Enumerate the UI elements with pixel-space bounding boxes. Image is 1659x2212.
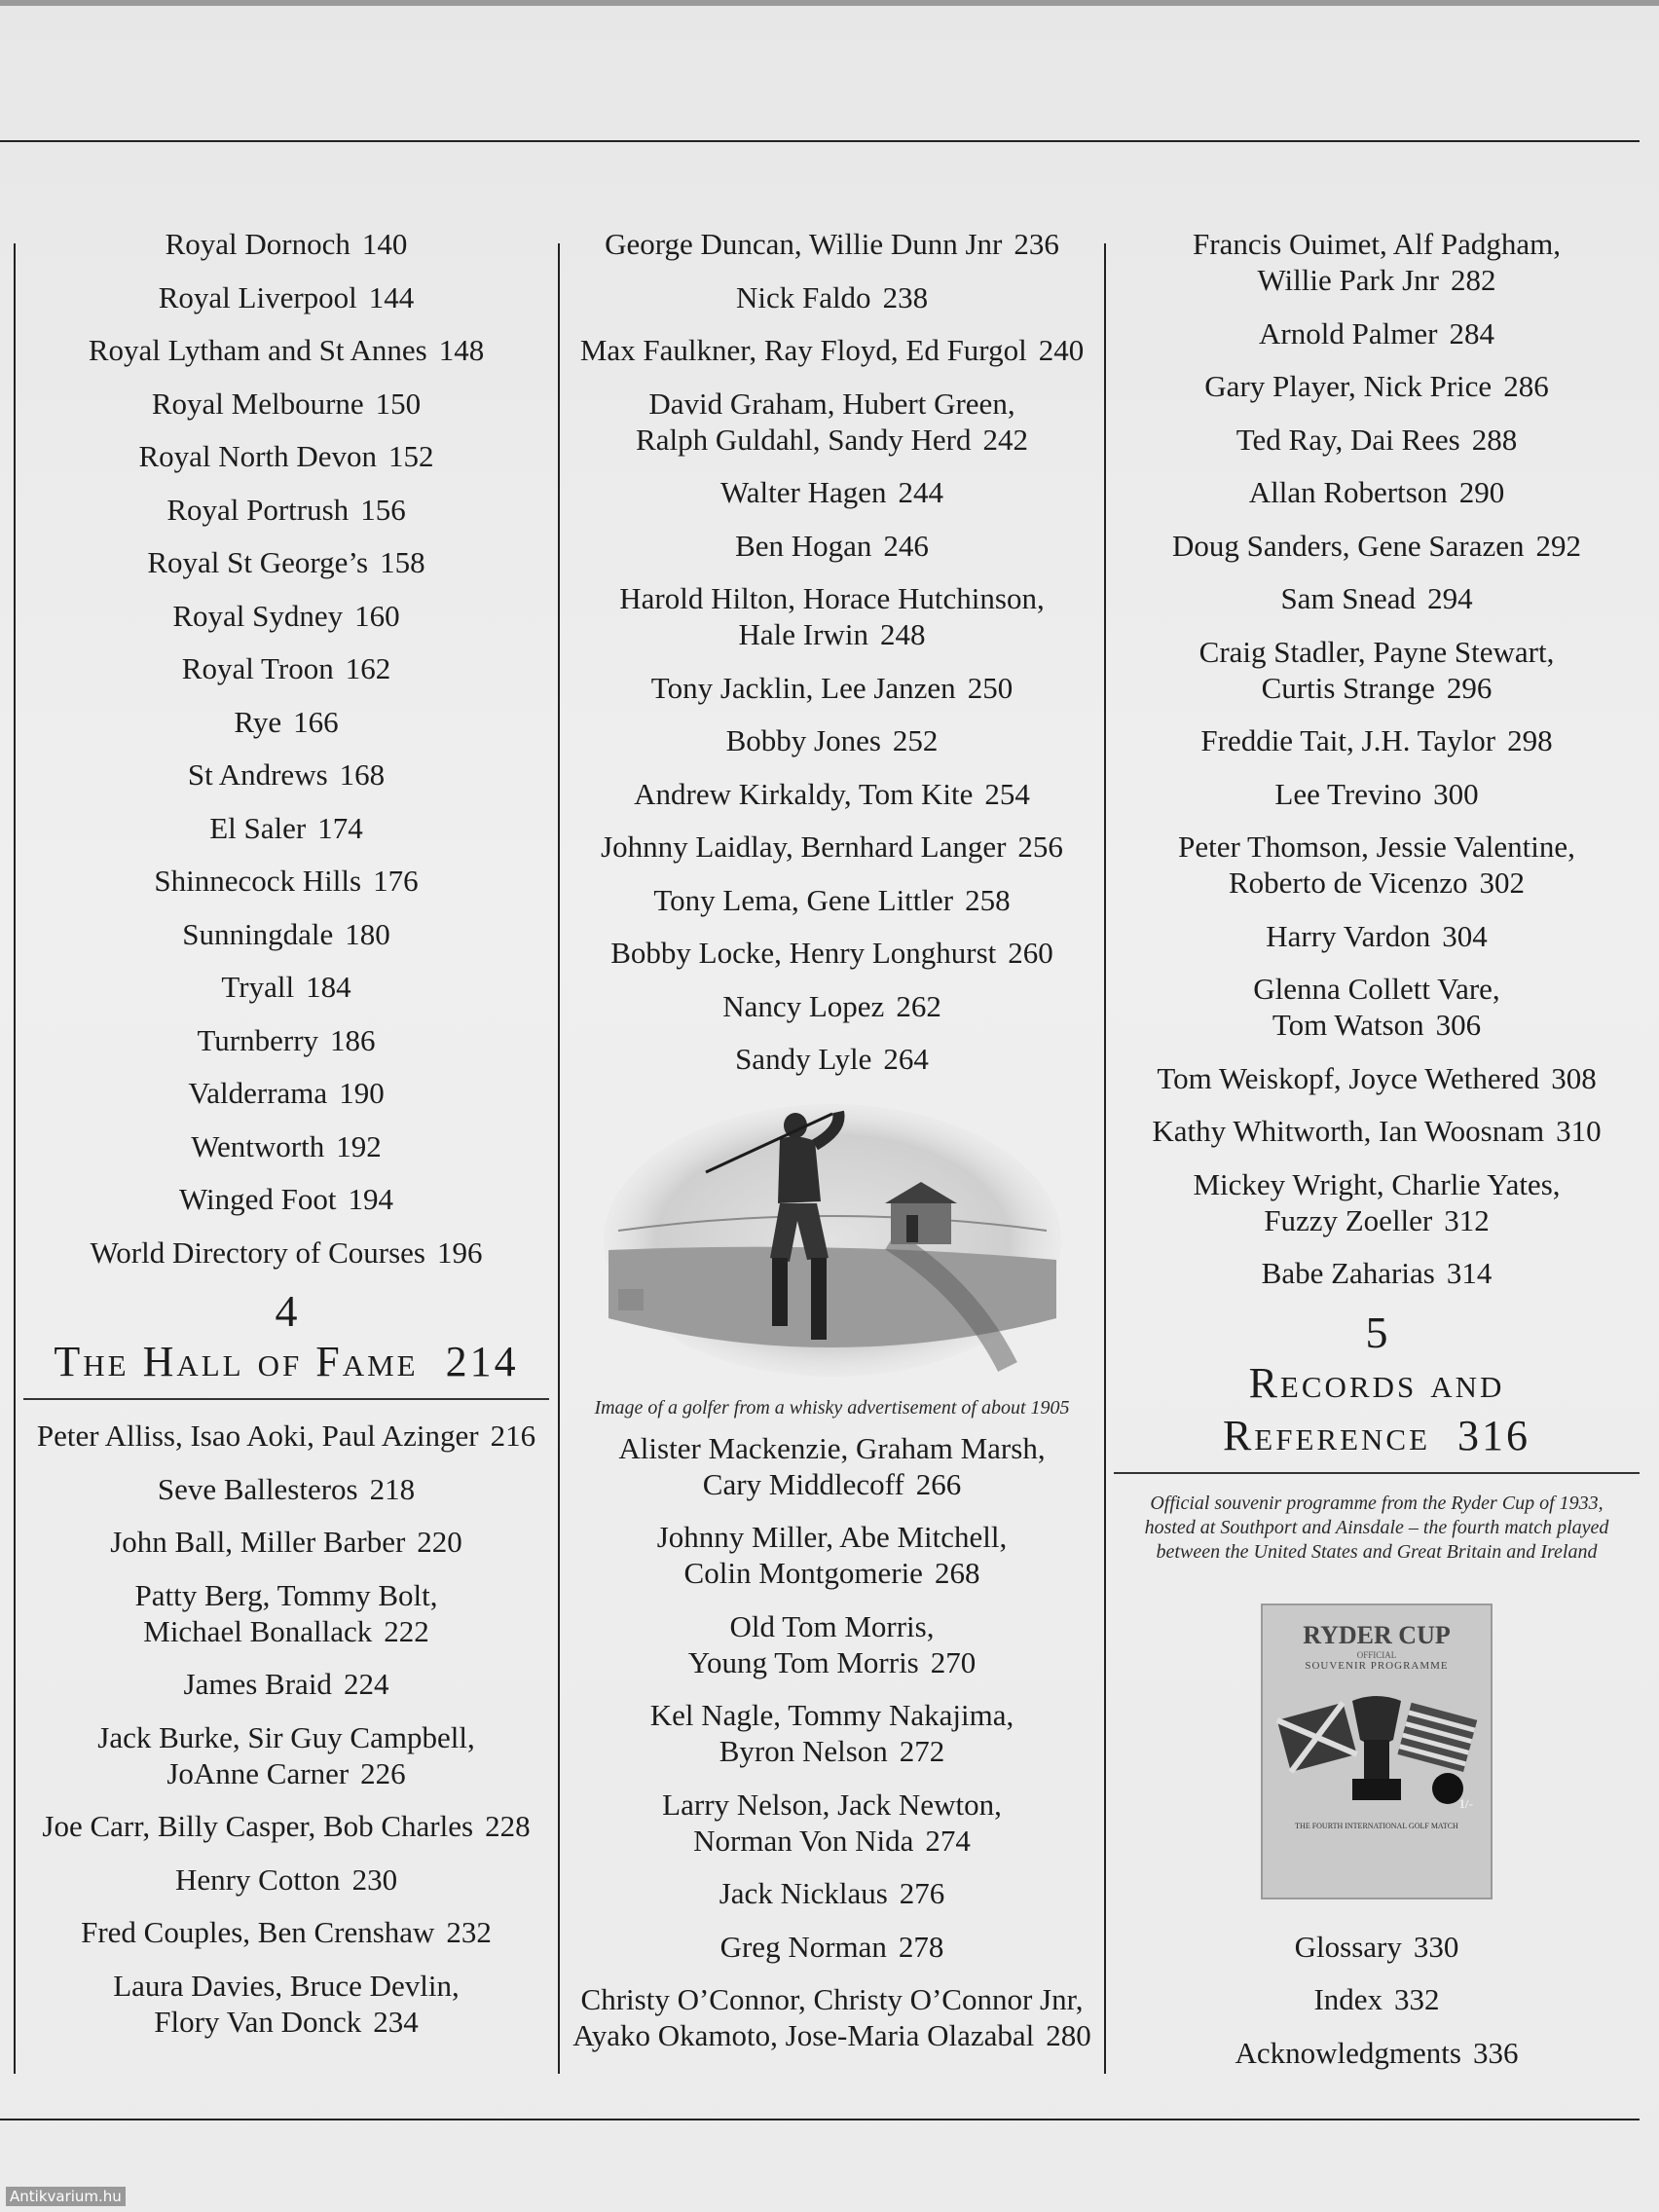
toc-entry-title: JoAnne Carner — [166, 1755, 350, 1790]
toc-entry-line1: Patty Berg, Tommy Bolt, — [134, 1577, 438, 1612]
toc-entry-line1: Christy O’Connor, Christy O’Connor Jnr, — [580, 1982, 1084, 2016]
toc-entry-title: Nick Faldo — [735, 279, 871, 314]
toc-entry-title: Jack Nicklaus — [719, 1876, 888, 1910]
toc-entry-page-number: 160 — [354, 598, 400, 633]
toc-entry-page-number: 220 — [417, 1525, 462, 1559]
toc-entry-page-number: 250 — [967, 670, 1014, 705]
toc-entry-title: Valderrama — [188, 1076, 328, 1110]
programme-subtitle: SOUVENIR PROGRAMME — [1305, 1659, 1449, 1672]
toc-entry[interactable] — [568, 1697, 1096, 1769]
programme-caption: Official souvenir programme from the Ryder Cup of 1933, hosted at Southport and Ainsdale – the fourth match played between the United States and Great Britain and Ireland — [1144, 1492, 1609, 1563]
toc-entry-page-number: 268 — [934, 1556, 980, 1590]
toc-entry[interactable] — [23, 386, 549, 422]
toc-entry-page-number: 226 — [360, 1755, 406, 1790]
toc-entry-title: Henry Cotton — [174, 1862, 341, 1897]
toc-entry[interactable] — [23, 332, 549, 368]
page-edge — [0, 0, 1659, 6]
toc-entry-page-number: 330 — [1413, 1929, 1459, 1964]
toc-entry-title: Bobby Jones — [725, 723, 881, 757]
toc-entry[interactable] — [1114, 422, 1640, 458]
toc-entry[interactable] — [568, 670, 1096, 706]
toc-entry-title: Young Tom Morris — [687, 1644, 919, 1679]
toc-entry-title: Fred Couples, Ben Crenshaw — [81, 1915, 435, 1949]
toc-entry[interactable] — [23, 916, 549, 952]
toc-entry[interactable] — [568, 528, 1096, 564]
toc-entry[interactable] — [1114, 971, 1640, 1043]
toc-entry[interactable] — [23, 598, 549, 634]
toc-entry-page-number: 238 — [882, 279, 929, 314]
toc-column-3 — [1114, 226, 1640, 2087]
programme-official: OFFICIAL — [1356, 1649, 1397, 1660]
toc-entry-page-number: 232 — [446, 1915, 492, 1949]
toc-entry-title: Willie Park Jnr — [1257, 263, 1439, 297]
toc-entry-page-number: 336 — [1472, 2035, 1519, 2070]
toc-entry-line1: Harold Hilton, Horace Hutchinson, — [619, 581, 1045, 615]
toc-entry-page-number: 294 — [1427, 581, 1473, 615]
toc-entry-page-number: 150 — [375, 386, 422, 421]
toc-entry-title: Freddie Tait, J.H. Taylor — [1200, 723, 1496, 757]
toc-entry-page-number: 304 — [1442, 918, 1488, 953]
toc-entry-page-number: 140 — [361, 227, 408, 261]
toc-entry[interactable] — [23, 1666, 549, 1702]
toc-entry-page-number: 176 — [373, 864, 419, 898]
section-title[interactable]: Records and Reference 316 — [1222, 1358, 1531, 1459]
toc-entry[interactable] — [1114, 829, 1640, 901]
toc-entry-title: Shinnecock Hills — [154, 864, 362, 898]
toc-entry-page-number: 194 — [348, 1182, 393, 1216]
toc-entry-title: Index — [1313, 1982, 1383, 2016]
toc-entry[interactable] — [1114, 226, 1640, 298]
toc-entry-line1: Johnny Miller, Abe Mitchell, — [656, 1520, 1008, 1554]
toc-entry-title: Lee Trevino — [1274, 776, 1422, 811]
top-rule — [0, 140, 1640, 142]
toc-entry-page-number: 248 — [879, 617, 926, 651]
toc-entry-page-number: 168 — [339, 757, 386, 792]
toc-entry[interactable] — [568, 988, 1096, 1024]
toc-entry[interactable] — [1114, 776, 1640, 812]
toc-entry-title: George Duncan, Willie Dunn Jnr — [605, 227, 1003, 261]
toc-entry[interactable] — [23, 1022, 549, 1058]
toc-entry[interactable] — [568, 1519, 1096, 1591]
toc-entry-title: Doug Sanders, Gene Sarazen — [1171, 528, 1525, 563]
toc-entry[interactable] — [568, 776, 1096, 812]
toc-entry-page-number: 156 — [360, 492, 406, 527]
ryder-cup-programme-image — [1261, 1604, 1493, 1899]
toc-entry-title: Sam Snead — [1280, 581, 1417, 615]
toc-entry-title: Royal St George’s — [147, 545, 369, 579]
toc-entry-title: Royal Dornoch — [165, 227, 350, 261]
programme-footer: THE FOURTH INTERNATIONAL GOLF MATCH — [1295, 1821, 1458, 1830]
toc-entry[interactable] — [23, 756, 549, 793]
toc-entry[interactable] — [568, 935, 1096, 971]
toc-entry[interactable] — [568, 279, 1096, 315]
toc-entry-page-number: 286 — [1503, 369, 1549, 403]
toc-entry-title: Glossary — [1294, 1929, 1402, 1964]
toc-entry[interactable] — [568, 829, 1096, 865]
toc-entry-title: Sunningdale — [182, 916, 334, 951]
toc-entry[interactable] — [568, 1430, 1096, 1502]
section-number: 5 — [1365, 1307, 1388, 1357]
toc-entry-title: Flory Van Donck — [154, 2004, 362, 2039]
toc-entry[interactable] — [23, 810, 549, 846]
column-divider-left — [14, 243, 16, 2074]
toc-entry-line1: Larry Nelson, Jack Newton, — [662, 1787, 1002, 1822]
toc-entry[interactable] — [568, 882, 1096, 918]
toc-entry-line1: Old Tom Morris, — [729, 1608, 935, 1643]
toc-entry-page-number: 190 — [339, 1076, 385, 1110]
toc-entry-title: El Saler — [209, 810, 307, 845]
toc-entry-page-number: 314 — [1446, 1256, 1493, 1290]
toc-entry-page-number: 264 — [883, 1042, 929, 1076]
toc-entry[interactable] — [568, 1608, 1096, 1680]
toc-entry-page-number: 290 — [1458, 475, 1505, 509]
toc-entry[interactable] — [1114, 580, 1640, 616]
toc-entry-line1: Jack Burke, Sir Guy Campbell, — [97, 1719, 475, 1754]
toc-entry-line1: Glenna Collett Vare, — [1253, 972, 1500, 1006]
toc-entry-title: Peter Alliss, Isao Aoki, Paul Azinger — [36, 1419, 479, 1453]
toc-entry[interactable] — [23, 1181, 549, 1217]
toc-entry[interactable] — [23, 438, 549, 474]
toc-entry-page-number: 234 — [373, 2004, 419, 2039]
toc-entry-title: Michael Bonallack — [143, 1613, 373, 1648]
section-title[interactable]: The Hall of Fame 214 — [54, 1338, 519, 1385]
toc-entry-page-number: 282 — [1450, 263, 1496, 297]
toc-column-1 — [23, 226, 549, 2056]
toc-entry-page-number: 296 — [1446, 670, 1493, 705]
toc-entry-page-number: 332 — [1394, 1982, 1440, 2016]
toc-entry[interactable] — [1114, 528, 1640, 564]
toc-entry-title: Royal Troon — [181, 651, 334, 685]
toc-entry[interactable] — [1114, 474, 1640, 510]
toc-entry-page-number: 260 — [1008, 936, 1053, 970]
toc-entry-page-number: 270 — [930, 1644, 977, 1679]
toc-entry-title: World Directory of Courses — [90, 1235, 425, 1270]
toc-entry-page-number: 230 — [351, 1862, 398, 1897]
toc-entry[interactable] — [1114, 1981, 1640, 2017]
toc-entry-page-number: 184 — [306, 970, 351, 1004]
toc-entry-page-number: 272 — [899, 1734, 945, 1768]
toc-entry-page-number: 152 — [388, 439, 434, 473]
toc-entry-title: Royal Portrush — [166, 492, 350, 527]
toc-entry-page-number: 284 — [1449, 315, 1494, 350]
column-divider-center-left — [558, 243, 560, 2074]
toc-entry-page-number: 218 — [369, 1471, 416, 1506]
toc-entry[interactable] — [23, 492, 549, 528]
toc-entry-page-number: 246 — [883, 528, 929, 563]
toc-entry[interactable] — [568, 1929, 1096, 1965]
toc-entry-title: Bobby Locke, Henry Longhurst — [610, 936, 997, 970]
toc-entry-title: Gary Player, Nick Price — [1204, 369, 1493, 403]
toc-entry-page-number: 222 — [384, 1613, 429, 1648]
toc-entry[interactable] — [23, 863, 549, 899]
toc-entry-title: Rye — [234, 704, 282, 739]
toc-entry-page-number: 174 — [317, 810, 363, 845]
toc-entry-page-number: 244 — [898, 475, 943, 509]
toc-entry-line1: Laura Davies, Bruce Devlin, — [113, 1968, 460, 2003]
toc-entry-title: Arnold Palmer — [1259, 315, 1438, 350]
section-rule — [23, 1398, 549, 1400]
toc-entry[interactable] — [1114, 722, 1640, 758]
toc-entry-line1: Francis Ouimet, Alf Padgham, — [1193, 227, 1561, 261]
toc-entry-title: Norman Von Nida — [693, 1823, 914, 1858]
toc-entry-title: Wentworth — [191, 1128, 325, 1163]
toc-entry-page-number: 242 — [982, 422, 1028, 457]
toc-entry-title: Ted Ray, Dai Rees — [1235, 422, 1460, 457]
toc-entry-title: Ralph Guldahl, Sandy Herd — [636, 422, 972, 457]
toc-entry-page-number: 224 — [343, 1667, 389, 1701]
section-rule — [1114, 1472, 1640, 1474]
toc-entry-title: Byron Nelson — [719, 1734, 888, 1768]
toc-entry[interactable] — [23, 969, 549, 1005]
toc-entry-page-number: 276 — [899, 1876, 945, 1910]
toc-entry-title: Max Faulkner, Ray Floyd, Ed Furgol — [579, 333, 1027, 367]
toc-entry-page-number: 288 — [1471, 422, 1518, 457]
toc-entry[interactable] — [23, 1719, 549, 1791]
toc-entry-title: Tom Weiskopf, Joyce Wethered — [1157, 1060, 1540, 1095]
toc-entry-page-number: 228 — [485, 1809, 531, 1843]
toc-entry[interactable] — [23, 1577, 549, 1649]
toc-entry[interactable] — [1114, 1255, 1640, 1291]
toc-entry[interactable] — [23, 650, 549, 686]
toc-entry-title: Ben Hogan — [735, 528, 872, 563]
toc-entry[interactable] — [1114, 1166, 1640, 1238]
toc-entry-title: Roberto de Vicenzo — [1229, 866, 1468, 900]
toc-entry-page-number: 252 — [892, 723, 939, 757]
toc-entry[interactable] — [1114, 315, 1640, 351]
toc-entry[interactable] — [568, 1787, 1096, 1859]
toc-entry[interactable] — [568, 332, 1096, 368]
toc-entry-page-number: 180 — [345, 916, 390, 951]
toc-entry-title: Winged Foot — [179, 1182, 337, 1216]
flags-and-trophy-icon — [1263, 1672, 1491, 1818]
toc-entry[interactable] — [568, 386, 1096, 458]
column-divider-center-right — [1104, 243, 1106, 2074]
bottom-rule — [0, 2119, 1640, 2120]
toc-entry-page-number: 258 — [965, 882, 1011, 917]
watermark: Antikvarium.hu — [6, 2187, 126, 2206]
toc-entry[interactable] — [23, 1471, 549, 1507]
toc-entry-page-number: 166 — [293, 704, 339, 739]
toc-entry-title: Royal North Devon — [138, 439, 378, 473]
toc-entry[interactable] — [23, 1968, 549, 2040]
toc-entry-title: Kathy Whitworth, Ian Woosnam — [1152, 1114, 1545, 1148]
toc-entry-title: Andrew Kirkaldy, Tom Kite — [634, 776, 974, 811]
toc-entry-line1: Kel Nagle, Tommy Nakajima, — [649, 1698, 1014, 1732]
toc-entry-title: Royal Melbourne — [151, 386, 364, 421]
toc-entry[interactable] — [1114, 368, 1640, 404]
toc-entry-page-number: 278 — [898, 1929, 944, 1964]
toc-entry[interactable] — [23, 544, 549, 580]
toc-entry-page-number: 162 — [345, 651, 391, 685]
golfer-illustration — [599, 1094, 1066, 1386]
toc-entry-page-number: 300 — [1433, 776, 1479, 811]
toc-entry-title: Curtis Strange — [1261, 670, 1435, 705]
toc-entry[interactable] — [568, 1875, 1096, 1911]
toc-entry-page-number: 308 — [1551, 1060, 1597, 1095]
toc-column-2 — [568, 226, 1096, 2071]
toc-entry[interactable] — [23, 1128, 549, 1164]
programme-title: RYDER CUP — [1303, 1620, 1451, 1649]
toc-entry-title: Fuzzy Zoeller — [1264, 1202, 1433, 1237]
programme-price: 1/- — [1458, 1795, 1473, 1811]
toc-entry[interactable] — [23, 1862, 549, 1898]
toc-entry-page-number: 280 — [1046, 2018, 1091, 2052]
toc-entry-page-number: 302 — [1479, 866, 1525, 900]
toc-entry-page-number: 236 — [1014, 227, 1059, 261]
toc-entry-page-number: 240 — [1038, 333, 1085, 367]
toc-entry-title: Tryall — [221, 970, 295, 1004]
toc-entry-title: Tony Lema, Gene Littler — [653, 882, 954, 917]
toc-entry[interactable] — [1114, 634, 1640, 706]
toc-entry-page-number: 266 — [915, 1466, 962, 1501]
toc-entry-title: Sandy Lyle — [735, 1042, 872, 1076]
toc-entry-title: Allan Robertson — [1248, 475, 1448, 509]
toc-entry-title: Cary Middlecoff — [702, 1466, 904, 1501]
toc-entry-title: Tony Jacklin, Lee Janzen — [650, 670, 956, 705]
toc-entry[interactable] — [568, 722, 1096, 758]
toc-entry-title: Royal Liverpool — [158, 279, 357, 314]
toc-entry[interactable] — [1114, 1113, 1640, 1149]
toc-entry-line1: David Graham, Hubert Green, — [648, 386, 1015, 421]
toc-entry-page-number: 310 — [1556, 1114, 1602, 1148]
toc-entry-page-number: 186 — [330, 1022, 376, 1057]
toc-entry-page-number: 148 — [438, 333, 485, 367]
toc-entry-page-number: 158 — [380, 545, 425, 579]
toc-entry[interactable] — [23, 704, 549, 740]
illustration-caption: Image of a golfer from a whisky advertisement of about 1905 — [594, 1396, 1070, 1419]
toc-entry[interactable] — [568, 580, 1096, 652]
toc-entry-page-number: 262 — [896, 988, 941, 1023]
toc-entry-page-number: 192 — [336, 1128, 382, 1163]
toc-entry-title: St Andrews — [187, 757, 328, 792]
toc-entry[interactable] — [23, 1914, 549, 1950]
toc-entry-title: Greg Norman — [719, 1929, 887, 1964]
toc-entry-title: Tom Watson — [1272, 1008, 1424, 1042]
toc-entry-title: Seve Ballesteros — [157, 1471, 358, 1506]
toc-entry[interactable] — [23, 1524, 549, 1560]
toc-entry-title: Royal Sydney — [172, 598, 344, 633]
toc-entry-title: Acknowledgments — [1235, 2035, 1461, 2070]
toc-entry-title: Joe Carr, Billy Casper, Bob Charles — [42, 1809, 474, 1843]
toc-entry-title: Nancy Lopez — [722, 988, 885, 1023]
toc-entry[interactable] — [568, 226, 1096, 262]
toc-entry-page-number: 254 — [984, 776, 1030, 811]
toc-entry-page-number: 306 — [1435, 1008, 1482, 1042]
toc-entry[interactable] — [23, 226, 549, 262]
toc-entry-page-number: 196 — [436, 1235, 483, 1270]
toc-entry-line1: Peter Thomson, Jessie Valentine, — [1178, 830, 1575, 864]
toc-entry[interactable] — [568, 1981, 1096, 2053]
toc-entry-title: Hale Irwin — [738, 617, 868, 651]
toc-entry-page-number: 312 — [1444, 1202, 1490, 1237]
toc-entry[interactable] — [23, 1418, 549, 1454]
toc-entry[interactable] — [1114, 1929, 1640, 1965]
toc-entry-page-number: 216 — [490, 1419, 536, 1453]
toc-entry-title: Walter Hagen — [720, 475, 887, 509]
toc-entry[interactable] — [1114, 1060, 1640, 1096]
toc-entry-title: John Ball, Miller Barber — [110, 1525, 406, 1559]
toc-entry[interactable] — [568, 474, 1096, 510]
toc-entry-page-number: 256 — [1017, 830, 1063, 864]
toc-entry-title: Turnberry — [197, 1022, 319, 1057]
toc-entry[interactable] — [23, 1235, 549, 1271]
toc-entry[interactable] — [23, 279, 549, 315]
toc-entry-page-number: 298 — [1507, 723, 1553, 757]
toc-entry-page-number: 144 — [368, 279, 415, 314]
section-number: 4 — [275, 1286, 298, 1336]
toc-entry-page-number: 274 — [925, 1823, 971, 1858]
toc-entry-line1: Mickey Wright, Charlie Yates, — [1193, 1166, 1561, 1201]
toc-entry[interactable] — [23, 1075, 549, 1111]
toc-entry-line1: Alister Mackenzie, Graham Marsh, — [618, 1430, 1046, 1465]
toc-entry[interactable] — [1114, 918, 1640, 954]
toc-entry[interactable] — [1114, 2035, 1640, 2071]
toc-entry[interactable] — [568, 1041, 1096, 1077]
toc-entry-page-number: 292 — [1535, 528, 1582, 563]
toc-entry-title: Babe Zaharias — [1261, 1256, 1435, 1290]
toc-entry-title: Colin Montgomerie — [683, 1556, 923, 1590]
toc-entry[interactable] — [23, 1808, 549, 1844]
toc-entry-title: Harry Vardon — [1266, 918, 1431, 953]
toc-entry-title: Royal Lytham and St Annes — [88, 333, 427, 367]
toc-entry-line1: Craig Stadler, Payne Stewart, — [1198, 634, 1555, 669]
toc-entry-title: Ayako Okamoto, Jose-Maria Olazabal — [572, 2018, 1035, 2052]
toc-entry-title: James Braid — [183, 1667, 332, 1701]
toc-entry-title: Johnny Laidlay, Bernhard Langer — [601, 830, 1007, 864]
